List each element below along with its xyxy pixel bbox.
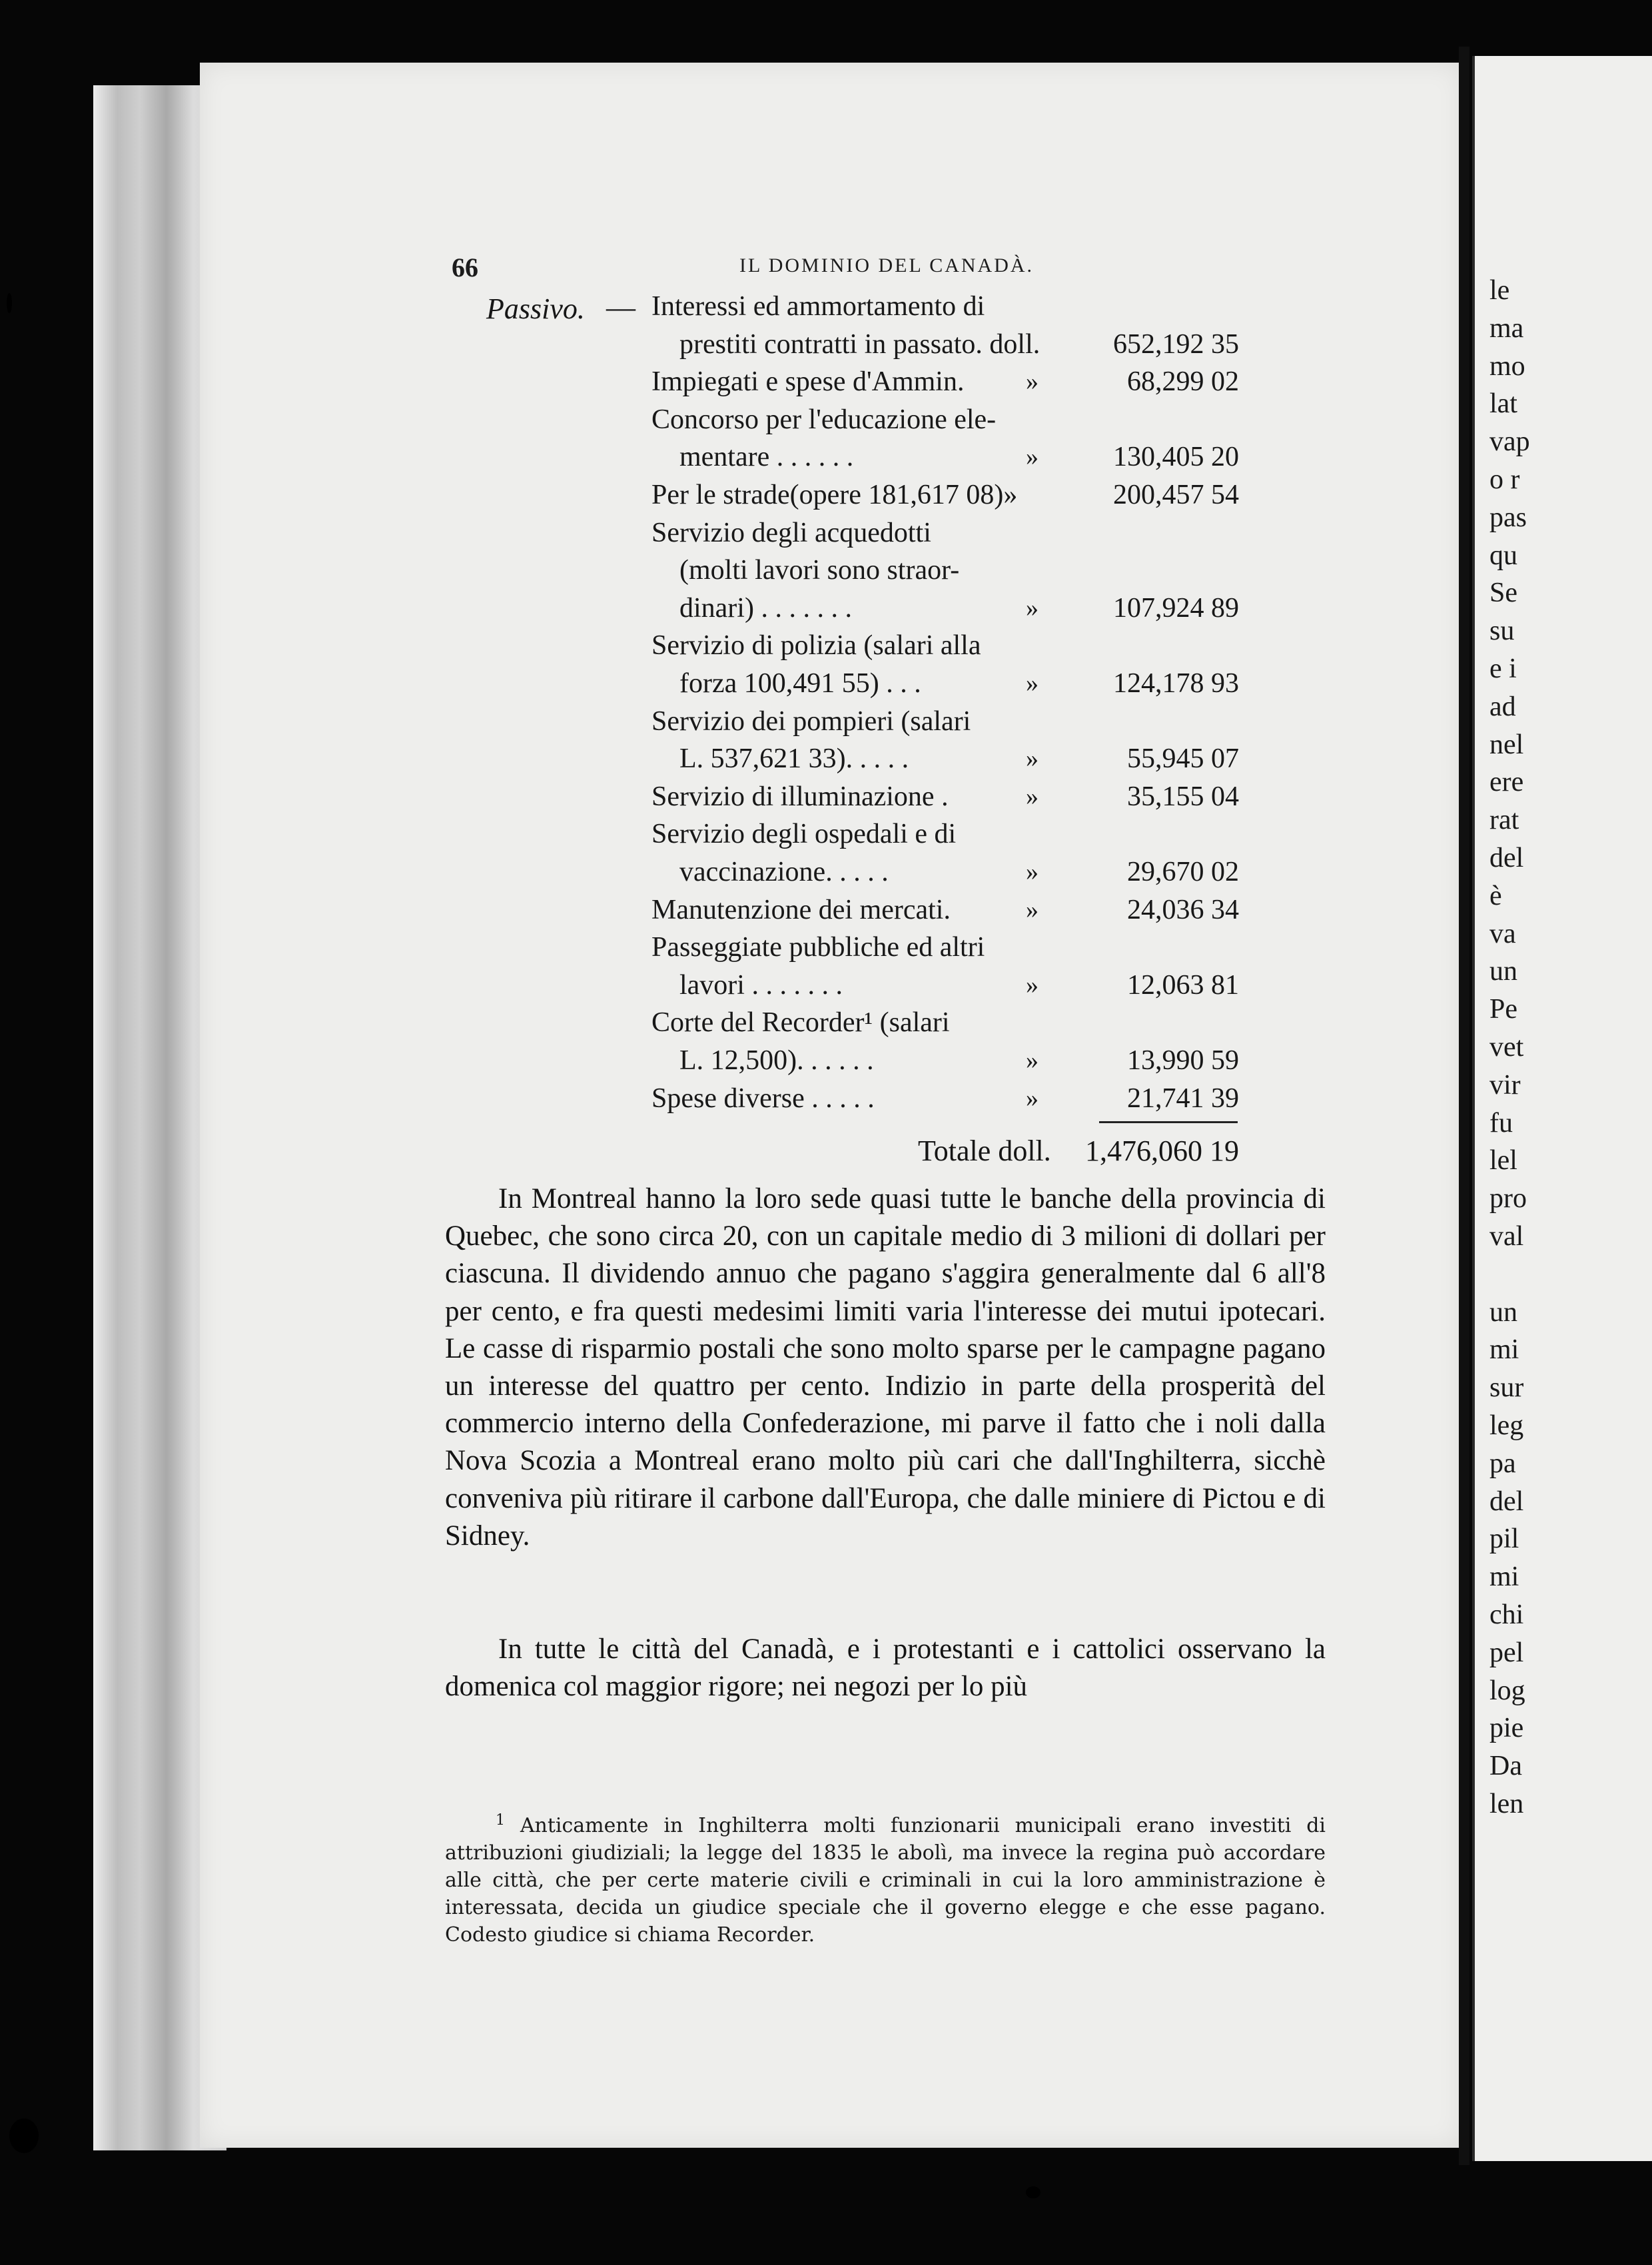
ditto-mark: » [1026,782,1038,811]
right-page-fragment: ad [1489,691,1516,722]
right-page-fragment: log [1489,1675,1525,1706]
right-page-fragment: lat [1489,388,1517,420]
passivo-entry-line: Servizio di illuminazione . [651,781,949,812]
ditto-mark: » [1026,368,1038,396]
scan-speck [1026,2186,1040,2198]
right-page-fragment: lel [1489,1145,1517,1176]
total-amount: 1,476,060 19 [1085,1134,1239,1167]
passivo-entry-line: Manutenzione dei mercati. [651,894,951,925]
right-page-fragment: pil [1489,1524,1519,1555]
passivo-entry-line: mentare . . . . . . [679,442,854,473]
right-page-fragment: Da [1489,1751,1522,1782]
paragraph-sunday: In tutte le città del Canadà, e i protestanti e i cattolici osservano la domenica col maggior rigore; nei negozi per lo più [445,1633,1326,1703]
sum-rule [1099,1121,1238,1123]
right-page-fragment: su [1489,616,1515,647]
passivo-amount: 124,178 93 [1113,668,1239,699]
ditto-mark: » [1026,745,1038,773]
right-page-fragment: Se [1489,578,1517,609]
right-page-fragment: e i [1489,654,1517,684]
right-page-fragment: pie [1489,1713,1524,1744]
right-page-fragment: ma [1489,312,1524,344]
right-page-fragment: mi [1489,1562,1519,1593]
right-page-fragment: vap [1489,426,1530,458]
passivo-amount: 107,924 89 [1113,592,1239,624]
footnote-recorder [445,1807,1326,1949]
passivo-entry-line: (molti lavori sono straor- [679,555,960,586]
right-page-fragment: sur [1489,1372,1524,1404]
passivo-entry-line: lavori . . . . . . . [679,969,843,1001]
ditto-mark: » [1026,670,1038,697]
right-page-fragment: un [1489,1296,1517,1328]
passivo-label: Passivo. [486,292,585,325]
scan-speck [9,2118,39,2153]
book-gutter [1459,47,1469,2165]
right-page-fragment: un [1489,956,1517,987]
passivo-amount: 29,670 02 [1127,857,1239,887]
passivo-amount: 200,457 54 [1113,480,1239,510]
ditto-mark: » [1026,858,1038,886]
right-page-fragment: vet [1489,1032,1524,1063]
passivo-entry-line: Passeggiate pubbliche ed altri [651,932,985,963]
right-page-fragment: mo [1489,350,1525,382]
passivo-entry-line: prestiti contratti in passato. doll. [679,328,1040,360]
ditto-mark: » [1026,443,1038,472]
right-page-fragment: len [1489,1789,1524,1819]
right-page-fragment: ere [1489,767,1524,798]
right-page-fragment: pro [1489,1183,1527,1214]
footnote-mark: 1 [496,1812,505,1829]
passivo-amount: 130,405 20 [1113,442,1239,473]
passivo-entry-line: L. 12,500). . . . . . [679,1045,874,1076]
right-page-fragment: pa [1489,1448,1516,1479]
right-page-fragment: nel [1489,729,1524,760]
passivo-entry-line: forza 100,491 55) . . . [679,668,921,699]
right-page-fragment: Pe [1489,994,1517,1025]
right-page-fragment: leg [1489,1410,1524,1441]
ditto-mark: » [1026,594,1038,622]
passivo-amount: 68,299 02 [1127,366,1239,398]
right-page-fragment: mi [1489,1334,1519,1366]
total-label: Totale doll. [918,1134,1051,1167]
right-page-fragment: va [1489,918,1516,949]
passivo-entry-line: Servizio dei pompieri (salari [651,705,971,737]
passivo-entry-line: dinari) . . . . . . . [679,592,852,624]
passivo-amount: 35,155 04 [1127,781,1239,812]
scan-speck [7,293,12,313]
right-page-fragment: del [1489,843,1524,873]
passivo-amount: 652,192 35 [1113,328,1239,360]
right-page-fragment: rat [1489,805,1519,836]
right-page-fragment: pel [1489,1637,1524,1668]
running-head: IL DOMINIO DEL CANADÀ. [739,254,1034,276]
passivo-amount: 21,741 39 [1127,1083,1239,1114]
passivo-entry-line: Impiegati e spese d'Ammin. [651,366,965,398]
right-page-fragment: pas [1489,502,1527,533]
page-number: 66 [452,252,478,282]
passivo-entry-line: Servizio degli acquedotti [651,517,931,548]
passivo-entry-line: vaccinazione. . . . . [679,857,889,887]
passivo-entry-line: Per le strade(opere 181,617 08)» [651,480,1018,510]
passivo-entry-line: Concorso per l'educazione ele- [651,404,997,435]
right-page-fragment: fu [1489,1107,1513,1138]
footnote-text: Anticamente in Inghilterra molti funzionarii municipali erano investiti di attribuzioni giudiziali; la legge del 1835 le abolì, ma invece la regina può accordare alle città, che per certe materie civili e criminali in cui la loro amministrazione è interessata, decida un giudice speciale che il governo elegge e che esse pagano. Codesto giudice si chiama Recorder. [445,1814,1326,1947]
passivo-entry-line: Interessi ed ammortamento di [651,291,985,322]
right-page-fragment: del [1489,1486,1524,1517]
ditto-mark: » [1026,1084,1038,1113]
passivo-entry-line: Spese diverse . . . . . [651,1083,875,1114]
ditto-mark: » [1026,1047,1038,1075]
ditto-mark: » [1026,971,1038,999]
passivo-entry-line: L. 537,621 33). . . . . [679,743,909,775]
passivo-entry-line: Servizio di polizia (salari alla [651,630,981,662]
passivo-dash: — [606,291,635,324]
right-page-fragment: chi [1489,1599,1524,1630]
right-page-fragment: o r [1489,464,1520,495]
right-page-fragment: le [1489,275,1510,306]
paragraph-banks: In Montreal hanno la loro sede quasi tutte le banche della provincia di Quebec, che sono circa 20, con un capitale medio di 3 milioni di dollari per ciascuna. Il dividendo annuo che pagano s'aggira generalmente dal 6 all'8 per cento, e fra questi medesimi limiti varia l'interesse dei mutui ipotecari. Le casse di risparmio postali che sono molto sparse per le campagne pagano un interesse del quattro per cento. Indizio in parte della prosperità del commercio interno della Confederazione, mi parve il fatto che i noli dalla Nova Scozia a Montreal erano molto più cari che dall'Inghilterra, sicchè conveniva più ritirare il carbone dall'Europa, che dalle miniere di Pictou e di Sidney. [445,1183,1326,1552]
ditto-mark: » [1026,895,1038,924]
right-page-fragment: è [1489,880,1502,911]
right-page-fragment: val [1489,1221,1524,1252]
right-page-fragment: vir [1489,1069,1521,1101]
passivo-entry-line: Servizio degli ospedali e di [651,819,957,850]
passivo-amount: 12,063 81 [1127,969,1239,1001]
passivo-amount: 13,990 59 [1127,1045,1239,1076]
passivo-entry-line: Corte del Recorder¹ (salari [651,1007,950,1039]
passivo-amount: 55,945 07 [1127,743,1239,775]
right-page-fragment: qu [1489,540,1517,571]
passivo-amount: 24,036 34 [1127,894,1239,925]
right-page [1472,56,1652,2161]
